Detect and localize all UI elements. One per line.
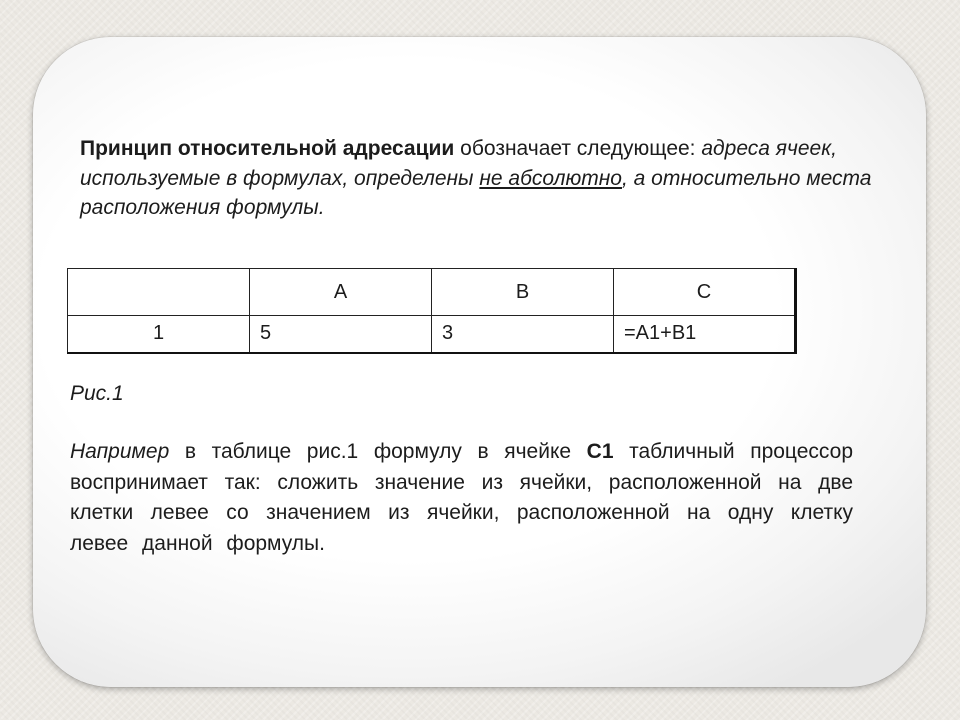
- figure-caption: Рис.1: [70, 382, 124, 405]
- spreadsheet-table: [67, 268, 797, 354]
- column-header-b: B: [432, 269, 614, 316]
- term-bold: Принцип относительной адресации: [80, 137, 455, 160]
- example-text-2: табличный процессор воспринимает так: сложить значение из ячейки, расположенной на две клетки левее со значением из ячейки, расположенной на одну клетку левее данной формулы.: [70, 440, 853, 555]
- corner-cell: [68, 269, 250, 316]
- definition-italic-a: адреса ячеек, используемые в формулах, определены: [80, 137, 837, 190]
- column-header-a: A: [250, 269, 432, 316]
- cell-reference-bold: С1: [586, 440, 614, 463]
- example-text-1: в таблице рис.1 формулу в ячейке: [169, 440, 587, 463]
- definition-italic-b: , а относительно места расположения формулы.: [80, 166, 872, 219]
- cell-a1: 5: [250, 316, 432, 353]
- cell-b1: 3: [432, 316, 614, 353]
- example-italic: Например: [70, 440, 170, 463]
- table-row: [68, 316, 796, 353]
- row-number-cell: 1: [68, 316, 250, 353]
- table-header-row: [68, 269, 796, 316]
- column-header-c: C: [614, 269, 796, 316]
- relative-addressing-definition: [80, 134, 890, 223]
- example-paragraph: [70, 437, 853, 559]
- definition-plain: обозначает следующее:: [454, 137, 702, 160]
- cell-c1-formula: =A1+B1: [614, 316, 796, 353]
- not-absolute-underlined: не абсолютно: [479, 166, 622, 190]
